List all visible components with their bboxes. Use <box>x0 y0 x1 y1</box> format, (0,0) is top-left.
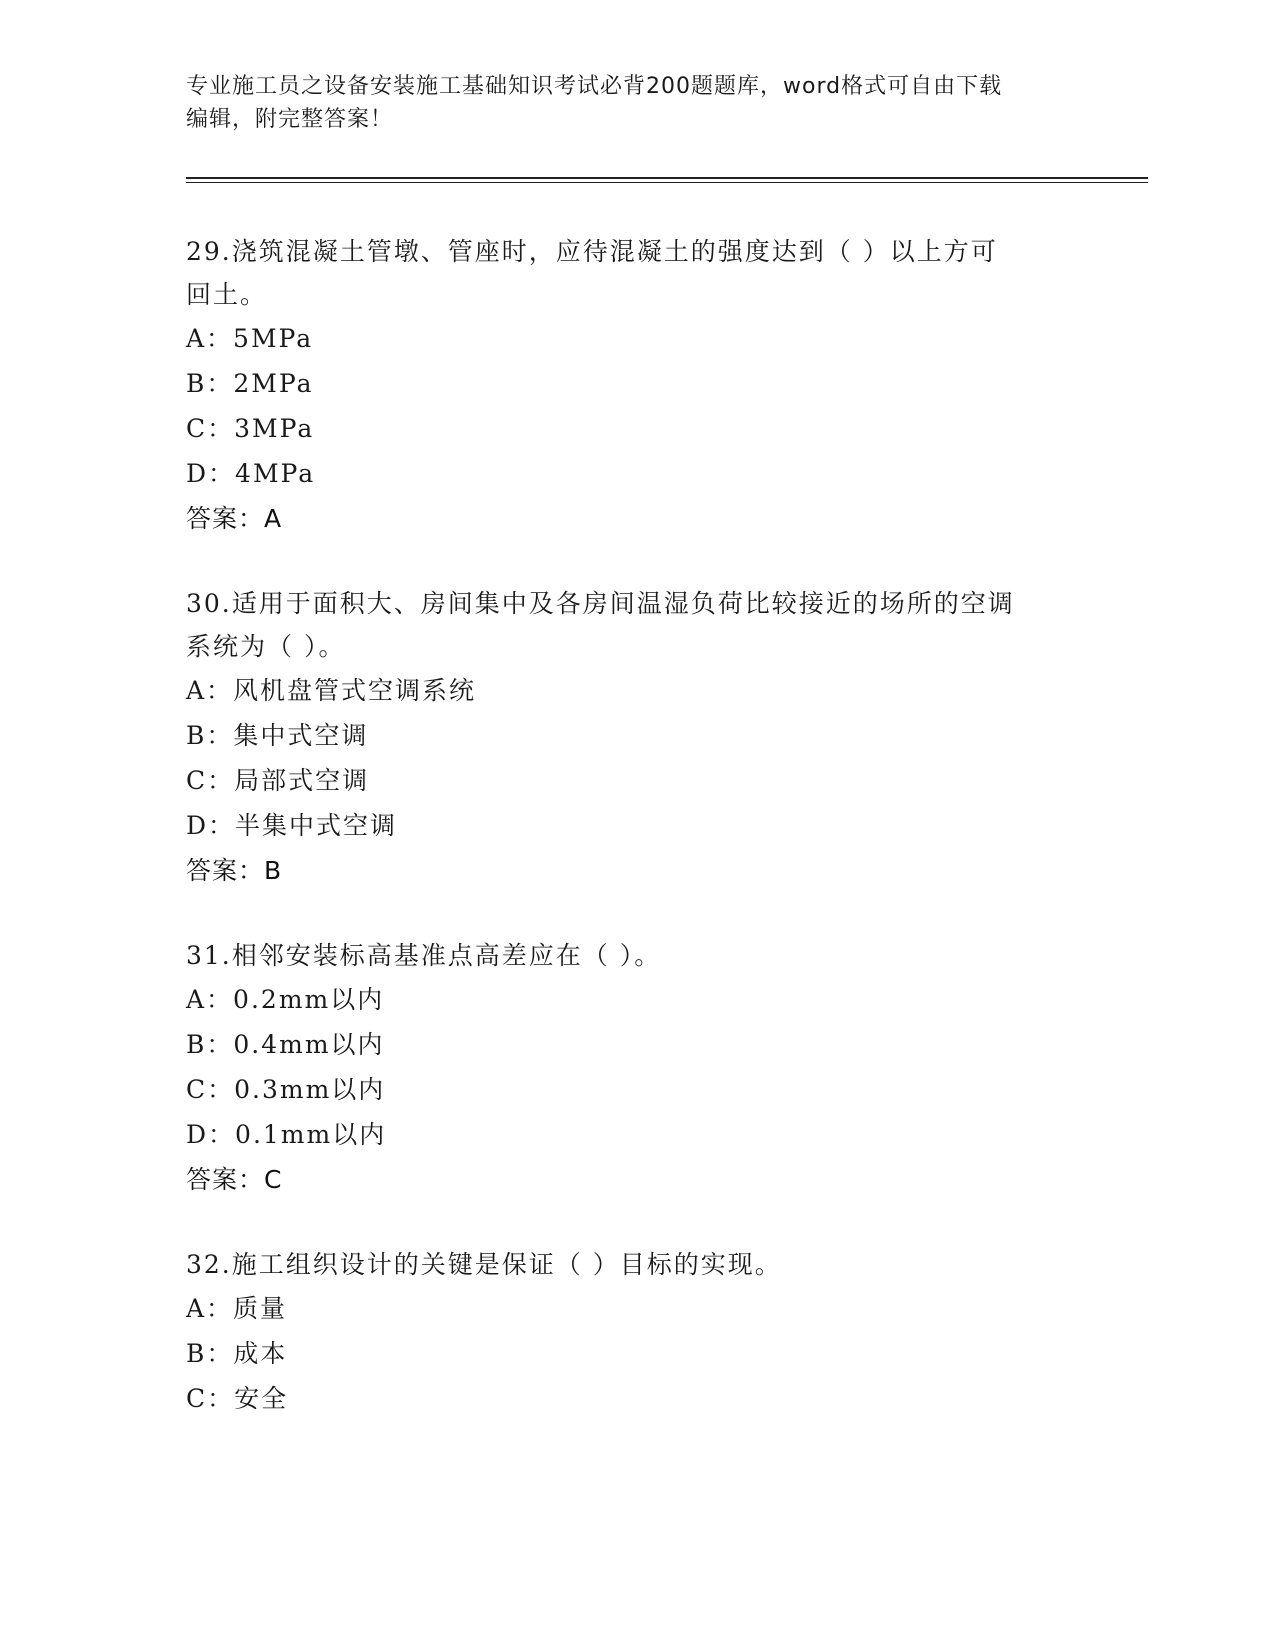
option-a: A：质量 <box>186 1294 288 1323</box>
question-stem-line: 30.适用于面积大、房间集中及各房间温湿负荷比较接近的场所的空调 <box>186 589 1015 618</box>
question-stem-line: 29.浇筑混凝土管墩、管座时，应待混凝土的强度达到（ ）以上方可 <box>186 237 998 266</box>
question-stem <box>186 230 1086 316</box>
header-line-2: 编辑，附完整答案！ <box>186 107 394 132</box>
option-b: B：集中式空调 <box>186 721 369 750</box>
option-a: A：风机盘管式空调系统 <box>186 676 477 705</box>
question-list <box>186 230 1086 1461</box>
option-d: D：半集中式空调 <box>186 811 398 840</box>
header-line-1: 专业施工员之设备安装施工基础知识考试必背200题题库，word格式可自由下载 <box>186 74 1003 99</box>
question-stem-line: 32.施工组织设计的关键是保证（ ）目标的实现。 <box>186 1250 782 1279</box>
answer: 答案：C <box>186 1165 283 1194</box>
option-d: D：4MPa <box>186 459 316 488</box>
question-stem <box>186 1243 1086 1286</box>
option-a: A：0.2mm以内 <box>186 985 385 1014</box>
option-b: B：2MPa <box>186 369 314 398</box>
question-stem-line: 系统为（ ）。 <box>186 632 346 661</box>
question-29 <box>186 230 1086 542</box>
option-c: C：0.3mm以内 <box>186 1075 386 1104</box>
option-a: A：5MPa <box>186 324 314 353</box>
answer: 答案：B <box>186 856 283 885</box>
option-b: B：成本 <box>186 1339 288 1368</box>
option-d: D：0.1mm以内 <box>186 1120 387 1149</box>
header-divider <box>186 177 1148 179</box>
answer: 答案：A <box>186 504 283 533</box>
question-32 <box>186 1243 1086 1421</box>
question-stem <box>186 934 1086 977</box>
header-divider-thin <box>186 182 1148 183</box>
question-31 <box>186 934 1086 1203</box>
question-stem-line: 回土。 <box>186 280 268 309</box>
question-stem-line: 31.相邻安装标高基准点高差应在（ ）。 <box>186 941 662 970</box>
option-c: C：局部式空调 <box>186 766 370 795</box>
option-b: B：0.4mm以内 <box>186 1030 385 1059</box>
question-30 <box>186 582 1086 894</box>
option-c: C：3MPa <box>186 414 315 443</box>
question-stem <box>186 582 1086 668</box>
document-header <box>186 70 1066 136</box>
option-c: C：安全 <box>186 1384 289 1413</box>
